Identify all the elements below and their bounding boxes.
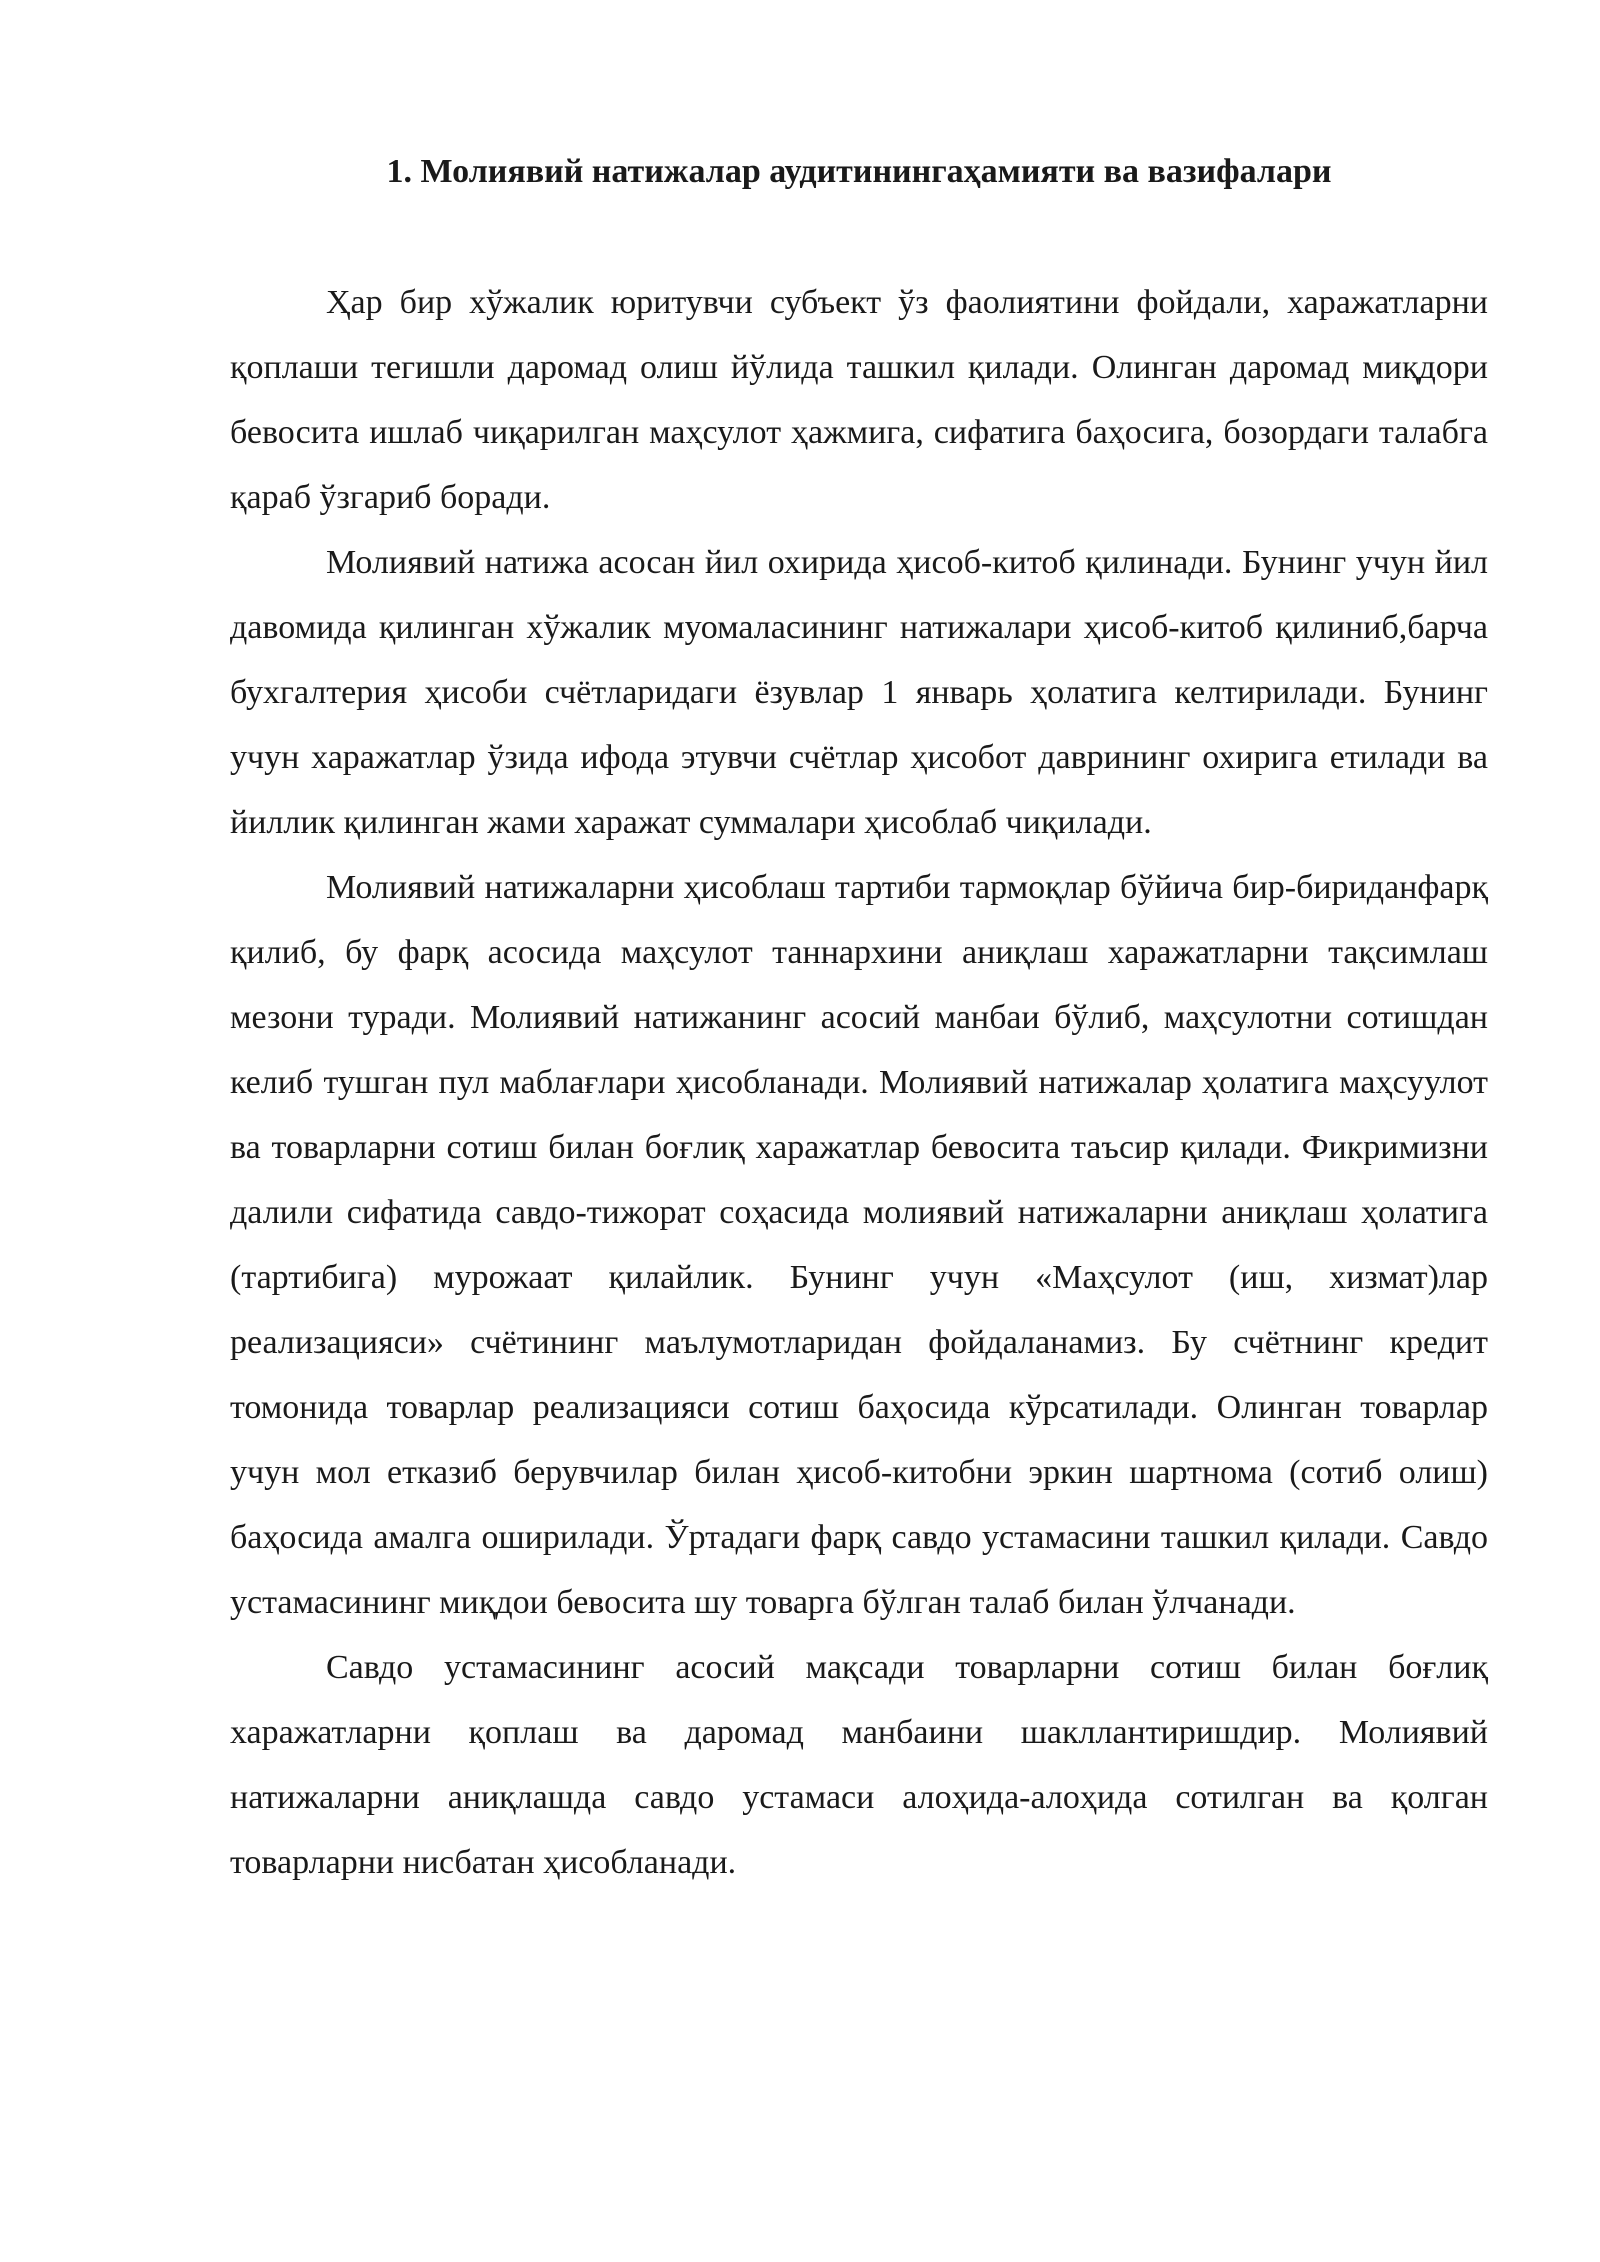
document-title: 1. Молиявий натижалар аудитинингаҳамияти ва вазифалари <box>386 153 1332 190</box>
paragraph-2: Молиявий натижа асосан йил охирида ҳисоб-китоб қилинади. Бунинг учун йил давомида қилинган хўжалик муомаласининг натижалари ҳисоб-китоб қилиниб,барча бухгалтерия ҳисоби счётларидаги ёзувлар 1 январь ҳолатига келтирилади. Бунинг учун харажатлар ўзида ифода этувчи счётлар ҳисобот даврининг охирига етилади ва йиллик қилинган жами харажат суммалари ҳисоблаб чиқилади. <box>230 544 1488 841</box>
paragraph-3: Молиявий натижаларни ҳисоблаш тартиби тармоқлар бўйича бир-бириданфарқ қилиб, бу фарқ асосида маҳсулот таннархини аниқлаш харажатларни тақсимлаш мезони туради. Молиявий натижанинг асосий манбаи бўлиб, маҳсулотни сотишдан келиб тушган пул маблағлари ҳисобланади. Молиявий натижалар ҳолатига маҳсуулот ва товарларни сотиш билан боғлиқ харажатлар бевосита таъсир қилади. Фикримизни далили сифатида савдо-тижорат соҳасида молиявий натижаларни аниқлаш ҳолатига (тартибига) мурожаат қилайлик. Бунинг учун «Маҳсулот (иш, хизмат)лар реализацияси» счётининг маълумотларидан фойдаланамиз. Бу счётнинг кредит томонида товарлар реализацияси сотиш баҳосида кўрсатилади. Олинган товарлар учун мол етказиб берувчилар билан ҳисоб-китобни эркин шартнома (сотиб олиш) баҳосида амалга оширилади. Ўртадаги фарқ савдо устамасини ташкил қилади. Савдо устамасининг миқдои бевосита шу товарга бўлган талаб билан ўлчанади. <box>230 869 1488 1621</box>
document-body <box>230 148 1488 1895</box>
paragraph-1: Ҳар бир хўжалик юритувчи субъект ўз фаолиятини фойдали, харажатларни қоплаши тегишли даромад олиш йўлида ташкил қилади. Олинган даромад миқдори бевосита ишлаб чиқарилган маҳсулот ҳажмига, сифатига баҳосига, бозордаги талабга қараб ўзгариб боради. <box>230 284 1488 516</box>
paragraph-4: Савдо устамасининг асосий мақсади товарларни сотиш билан боғлиқ харажатларни қоплаш ва даромад манбаини шакллантиришдир. Молиявий натижаларни аниқлашда савдо устамаси алоҳида-алоҳида сотилган ва қолган товарларни нисбатан ҳисобланади. <box>230 1649 1488 1881</box>
